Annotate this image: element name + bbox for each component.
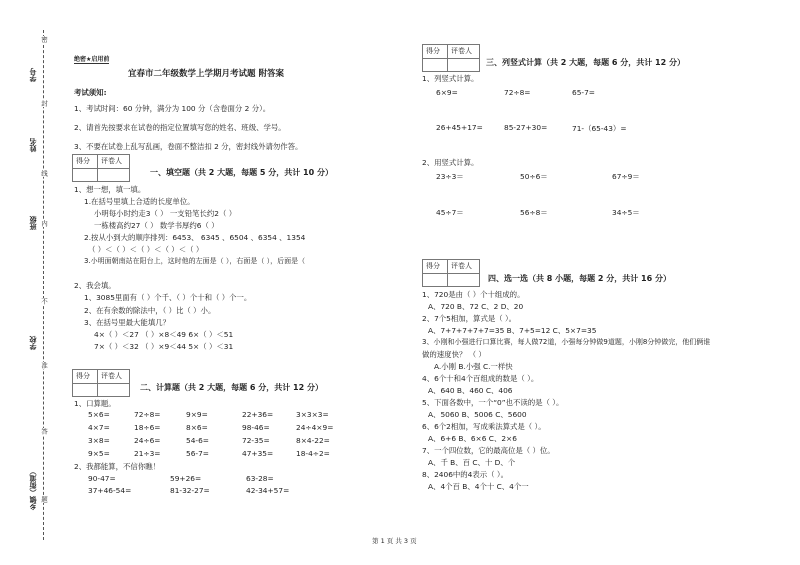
sec1-line: 3、在括号里最大能填几？: [84, 318, 171, 327]
seal-char: 封: [40, 100, 48, 107]
sec4-line: 6、6个2相加，写成乘法算式是（ ）。: [422, 422, 546, 431]
section2-title: 二、计算题（共 2 大题，每题 6 分，共计 12 分）: [140, 383, 323, 392]
calc-item: 72÷8=: [134, 410, 161, 419]
score-box: [422, 44, 480, 72]
score-box: [72, 154, 130, 182]
confidential-badge: 绝密★启用前: [74, 56, 110, 63]
calc-item: 72-35=: [242, 436, 270, 445]
calc-item: 67÷9＝: [612, 172, 640, 181]
calc-item: 24÷4×9=: [296, 423, 334, 432]
sec4-line: 2、7个5相加，算式是（ ）。: [422, 314, 517, 323]
seal-char: 线: [40, 170, 48, 177]
page-footer: 第 1 页 共 3 页: [372, 537, 417, 545]
calc-item: 56÷8＝: [520, 208, 548, 217]
sec4-line: A、7+7+7+7+7=35 B、7+5=12 C、5×7=35: [428, 326, 597, 335]
calc-item: 9×9=: [186, 410, 208, 419]
sec4-line: 3、小刚和小强进行口算比赛，每人做72道，小强每分钟做9道题，小刚8分钟做完，他们俩谁: [422, 338, 711, 346]
notice-item: 2、请首先按要求在试卷的指定位置填写您的姓名、班级、学号。: [74, 123, 286, 132]
score-label: 得分: [76, 372, 90, 380]
calc-item: 5×6=: [88, 410, 110, 419]
sec1-line: 1、3085里面有（ ）个千、（ ）个十和（ ）个一。: [84, 293, 252, 302]
grader-label: 评卷人: [451, 262, 472, 270]
grader-label: 评卷人: [101, 372, 122, 380]
seal-char: 不: [40, 298, 48, 305]
calc-item: 63-28=: [246, 474, 274, 483]
section1-title: 一、填空题（共 2 大题，每题 5 分，共计 10 分）: [150, 168, 333, 177]
calc-item: 23÷3＝: [436, 172, 464, 181]
sec1-line: 7×（ ）＜32 （ ）×9＜44 5×（ ）＜31: [94, 342, 234, 351]
sec1-line: 3.小明面朝南站在阳台上，这时他的左面是（ ），右面是（ ），后面是（: [84, 257, 306, 265]
page-title: 宜春市二年级数学上学期月考试题 附答案: [128, 69, 284, 79]
school-label: 学校: [29, 336, 37, 350]
sec1-line: 4×（ ）＜27 （ ）×8＜49 6×（ ）＜51: [94, 330, 234, 339]
sec1-line: 2、我会填。: [74, 281, 116, 290]
sec4-line: 8、2406中的4表示（ ）。: [422, 470, 508, 479]
calc-item: 47+35=: [242, 449, 274, 458]
calc-item: 85-27+30=: [504, 123, 548, 132]
section4-title: 四、选一选（共 8 小题，每题 2 分，共计 16 分）: [488, 274, 671, 283]
sec1-line: 1、想一想，填一填。: [74, 185, 146, 194]
calc-item: 21÷3=: [134, 449, 161, 458]
calc-item: 8×6=: [186, 423, 208, 432]
sec4-line: 做的速度快？ （ ）: [422, 350, 486, 359]
calc-item: 98-46=: [242, 423, 270, 432]
notice-item: 1、考试时间：60 分钟，满分为 100 分（含卷面分 2 分）。: [74, 104, 271, 113]
score-label: 得分: [426, 47, 440, 55]
calc-item: 45÷7＝: [436, 208, 464, 217]
calc-item: 71-（65-43）=: [572, 124, 627, 133]
sec4-line: A、5060 B、5006 C、5600: [428, 410, 527, 419]
calc-item: 72÷8=: [504, 88, 531, 97]
score-box: [72, 369, 130, 397]
calc-item: 24÷6=: [134, 436, 161, 445]
sec1-line: 1.在括号里填上合适的长度单位。: [84, 197, 195, 206]
student-id-label: 学号: [29, 68, 37, 82]
seal-char: 题: [40, 496, 48, 503]
seal-char: 内: [40, 220, 48, 227]
sec2-q1: 1、口算题。: [74, 399, 116, 408]
score-label: 得分: [76, 157, 90, 165]
sec1-line: 2.按从小到大的顺序排列：6453、 6345 、6504 、6354 、1354: [84, 233, 306, 242]
seal-char: 准: [40, 362, 48, 369]
sec4-line: 1、720是由（ ）个十组成的。: [422, 290, 525, 299]
calc-item: 3×3×3=: [296, 410, 329, 419]
calc-item: 3×8=: [88, 436, 110, 445]
sec4-line: A、6+6 B、6×6 C、2×6: [428, 434, 517, 443]
calc-item: 18÷6=: [134, 423, 161, 432]
sec4-line: 5、下面各数中，一个“0”也不读的是（ ）。: [422, 398, 564, 407]
calc-item: 8×4-22=: [296, 436, 330, 445]
grader-label: 评卷人: [451, 47, 472, 55]
notice-item: 3、不要在试卷上乱写乱画，卷面不整洁扣 2 分，密封线外请勿作答。: [74, 142, 303, 151]
calc-item: 37+46-54=: [88, 486, 132, 495]
seal-char: 答: [40, 428, 48, 435]
sec1-line: 一栋楼高约27（ ） 数学书厚约6（ ）: [94, 221, 219, 230]
calc-item: 81-32-27=: [170, 486, 210, 495]
calc-item: 54-6=: [186, 436, 209, 445]
sec1-line: （ ）＜（ ）＜（ ）＜（ ）＜（ ）: [88, 245, 204, 254]
sec1-line: 2、在有余数的除法中，（ ）比（ ）小。: [84, 306, 216, 315]
class-label: 班级: [29, 216, 37, 230]
sec2-q2: 2、我都能算，不信你瞧！: [74, 462, 161, 471]
calc-item: 9×5=: [88, 449, 110, 458]
calc-item: 42-34+57=: [246, 486, 290, 495]
sec4-line: A、640 B、460 C、406: [428, 386, 513, 395]
grader-label: 评卷人: [101, 157, 122, 165]
notice-heading: 考试须知:: [74, 88, 107, 97]
calc-item: 59+26=: [170, 474, 202, 483]
calc-item: 4×7=: [88, 423, 110, 432]
sec4-line: A.小刚 B.小强 C.一样快: [434, 362, 513, 371]
calc-item: 22+36=: [242, 410, 274, 419]
sec4-line: A、720 B、72 C、2 D、20: [428, 302, 524, 311]
sec4-line: 4、6个十和4个百组成的数是（ ）。: [422, 374, 539, 383]
section3-title: 三、列竖式计算（共 2 大题，每题 6 分，共计 12 分）: [486, 58, 685, 67]
calc-item: 34÷5＝: [612, 208, 640, 217]
sec4-line: 7、一个四位数，它的最高位是（ ）位。: [422, 446, 555, 455]
score-box: [422, 259, 480, 287]
calc-item: 26+45+17=: [436, 123, 483, 132]
sec3-q1: 1、列竖式计算。: [422, 74, 479, 83]
calc-item: 18-4÷2=: [296, 449, 330, 458]
sec4-line: A、千 B、百 C、十 D、个: [428, 458, 516, 467]
sec1-line: 小明每小时约走3（ ） 一支铅笔长约2（ ）: [94, 209, 237, 218]
score-label: 得分: [426, 262, 440, 270]
calc-item: 6×9=: [436, 88, 458, 97]
seal-char: 密: [40, 36, 48, 43]
calc-item: 90-47=: [88, 474, 116, 483]
sec4-line: A、4个百 B、4个十 C、4个一: [428, 482, 529, 491]
sec3-q2: 2、用竖式计算。: [422, 158, 479, 167]
township-label: 乡镇（街道）: [29, 468, 37, 510]
calc-item: 56-7=: [186, 449, 209, 458]
calc-item: 65-7=: [572, 88, 595, 97]
name-label: 姓名: [29, 138, 37, 152]
calc-item: 50÷6＝: [520, 172, 548, 181]
